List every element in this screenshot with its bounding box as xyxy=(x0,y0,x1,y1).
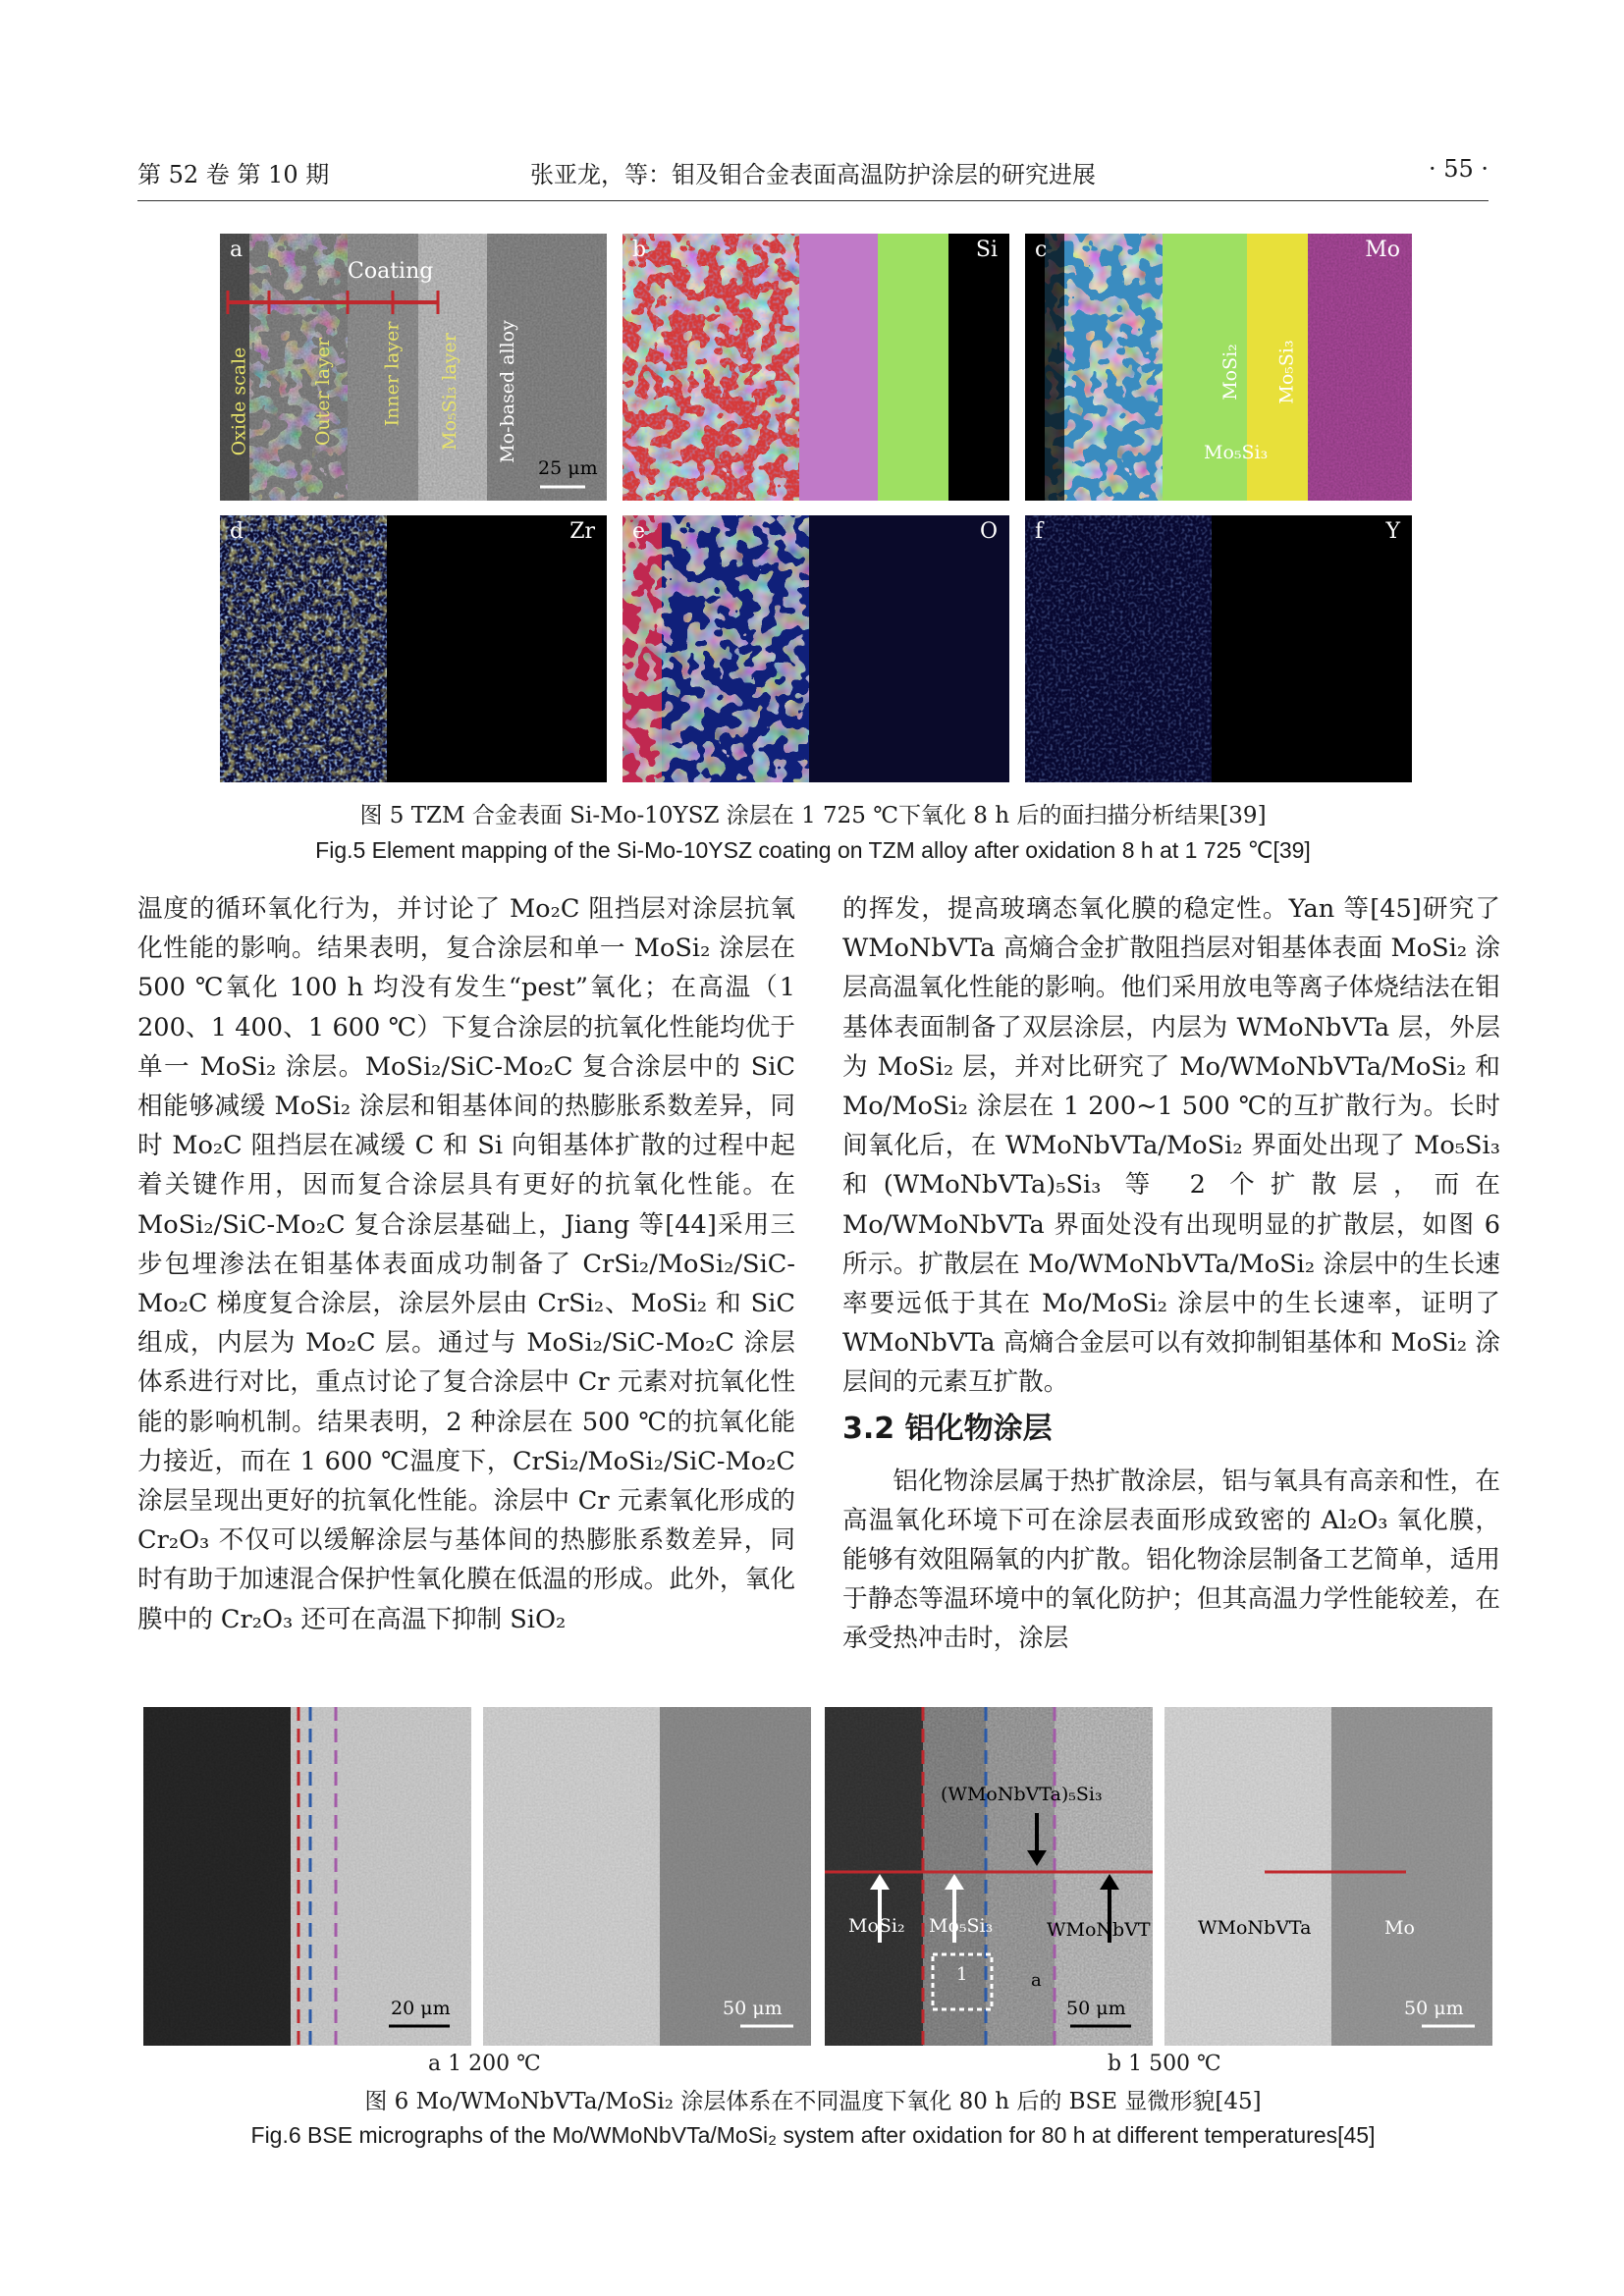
fig5-label-mo5si3: Mo₅Si₃ xyxy=(1204,442,1269,463)
article-running-title: 张亚龙，等：钼及钼合金表面高温防护涂层的研究进展 xyxy=(530,161,1096,188)
fig5-panel-d xyxy=(220,515,607,782)
journal-volume: 第 52 卷 第 10 期 xyxy=(137,161,330,188)
fig5-panel-d-map xyxy=(220,515,607,782)
fig6-b2-scale-label: 50 μm xyxy=(1404,1998,1464,2019)
fig6-label-mosi2: MoSi₂ xyxy=(848,1915,905,1937)
fig6-panel-a1 xyxy=(143,1707,471,2046)
fig5-panel-c xyxy=(1025,234,1412,501)
fig5-panel-a xyxy=(220,234,607,501)
fig6-label-mo: Mo xyxy=(1384,1917,1415,1939)
fig5-panel-b-letter: b xyxy=(632,238,647,262)
fig5-label-mo5si3-vertical: Mo₅Si₃ xyxy=(1275,340,1298,404)
fig6-caption-cn: 图 6 Mo/WMoNbVTa/MoSi₂ 涂层体系在不同温度下氧化 80 h 后的 BSE 显微形貌[45] xyxy=(364,2089,1262,2114)
fig5-label-mo-alloy: Mo-based alloy xyxy=(496,320,518,463)
body-paragraph: 温度的循环氧化行为，并讨论了 Mo₂C 阻挡层对涂层抗氧化性能的影响。结果表明，复合涂层和单一 MoSi₂ 涂层在 500 ℃氧化 100 h 均没有发生“pest”氧化；在高温（1 200、1 400、1 600 ℃）下复合涂层的抗氧化性能均优于单一 MoSi₂ 涂层。MoSi₂/SiC-Mo₂C 复合涂层中的 SiC 相能够减缓 MoSi₂ 涂层和钼基体间的热膨胀系数差异，同时 Mo₂C 阻挡层在减缓 C 和 Si 向钼基体扩散的过程中起着关键作用，因而复合涂层具有更好的抗氧化性能。在 MoSi₂/SiC-Mo₂C 复合涂层基础上，Jiang 等[44]采用三步包埋渗法在钼基体表面成功制备了 CrSi₂/MoSi₂/SiC-Mo₂C 梯度复合涂层，涂层外层由 CrSi₂、MoSi₂ 和 SiC 组成，内层为 Mo₂C 层。通过与 MoSi₂/SiC-Mo₂C 涂层体系进行对比，重点讨论了复合涂层中 Cr 元素对抗氧化性能的影响机制。结果表明，2 种涂层在 500 ℃的抗氧化能力接近，而在 1 600 ℃温度下，CrSi₂/MoSi₂/SiC-Mo₂C 涂层呈现出更好的抗氧化性能。涂层中 Cr 元素氧化形成的 Cr₂O₃ 不仅可以缓解涂层与基体间的热膨胀系数差异，同时有助于加速混合保护性氧化膜在低温的形成。此外，氧化膜中的 Cr₂O₃ 还可在高温下抑制 SiO₂ xyxy=(137,894,795,1634)
fig6-panel-a1-micrograph xyxy=(143,1707,471,2046)
fig6-panel-b1-micrograph xyxy=(825,1707,1153,2046)
fig6-panel-b2-micrograph xyxy=(1164,1707,1492,2046)
fig5-panel-b-element: Si xyxy=(975,238,998,262)
fig6-sub-b: b 1 500 ℃ xyxy=(1108,2052,1221,2076)
fig5-panel-f-map xyxy=(1025,515,1412,782)
fig5-panel-e-element: O xyxy=(979,519,998,544)
fig5-caption-en: Fig.5 Element mapping of the Si-Mo-10YSZ coating on TZM alloy after oxidation 8 h at 1 725 ℃[39] xyxy=(315,837,1311,863)
fig6-panel-b2 xyxy=(1164,1707,1492,2046)
fig5-label-inner-layer: Inner layer xyxy=(381,321,404,427)
fig6-label-wmonbvta: WMoNbVTa xyxy=(1198,1917,1312,1939)
body-paragraph: 铝化物涂层属于热扩散涂层，铝与氧具有高亲和性，在高温氧化环境下可在涂层表面形成致密的 Al₂O₃ 氧化膜，能够有效阻隔氧的内扩散。铝化物涂层制备工艺简单，适用于静态等温环境中的氧化防护；但其高温力学性能较差，在承受热冲击时，涂层 xyxy=(842,1466,1500,1654)
body-paragraph: 的挥发，提高玻璃态氧化膜的稳定性。Yan 等[45]研究了 WMoNbVTa 高熵合金扩散阻挡层对钼基体表面 MoSi₂ 涂层高温氧化性能的影响。他们采用放电等离子体烧结法在钼基体表面制备了双层涂层，内层为 WMoNbVTa 层，外层为 MoSi₂ 层，并对比研究了 Mo/WMoNbVTa/MoSi₂ 和 Mo/MoSi₂ 涂层在 1 200~1 500 ℃的互扩散行为。长时间氧化后，在 WMoNbVTa/MoSi₂ 界面处出现了 Mo₅Si₃ 和(WMoNbVTa)₅Si₃ 等 2 个扩散层，而在 Mo/WMoNbVTa 界面处没有出现明显的扩散层，如图 6 所示。扩散层在 Mo/WMoNbVTa/MoSi₂ 涂层中的生长速率要远低于其在 Mo/MoSi₂ 涂层中的生长速率，证明了 WMoNbVTa 高熵合金层可以有效抑制钼基体和 MoSi₂ 涂层间的元素互扩散。 xyxy=(842,894,1500,1398)
running-header xyxy=(137,155,1489,194)
fig6-panel-a2-micrograph xyxy=(483,1707,811,2046)
fig5-panel-b xyxy=(623,234,1009,501)
header-rule xyxy=(137,200,1489,201)
fig5-label-oxide-scale: Oxide scale xyxy=(228,347,250,456)
fig6-panel-a2 xyxy=(483,1707,811,2046)
fig6-label-wmonbvta5si3: (WMoNbVTa)₅Si₃ xyxy=(941,1784,1103,1805)
fig5-scale-bar-label: 25 μm xyxy=(538,457,598,479)
fig6-label-a: a xyxy=(1031,1970,1042,1991)
fig5-label-mosi2: MoSi₂ xyxy=(1218,344,1241,400)
page-number: · 55 · xyxy=(1428,155,1489,183)
fig6-label-mo5si3: Mo₅Si₃ xyxy=(929,1915,994,1937)
fig6-label-wmonbvt: WMoNbVT xyxy=(1047,1919,1151,1941)
section-heading: 3.2 铝化物涂层 xyxy=(842,1411,1053,1446)
fig5-panel-a-letter: a xyxy=(230,238,244,262)
fig5-label-mo5si3-layer: Mo₅Si₃ layer xyxy=(438,333,460,451)
fig6-b1-scale-label: 50 μm xyxy=(1066,1998,1126,2019)
fig5-panel-d-letter: d xyxy=(230,519,244,544)
fig5-label-coating: Coating xyxy=(348,259,434,284)
body-column-left xyxy=(137,889,795,1639)
fig5-panel-f-letter: f xyxy=(1035,519,1044,544)
fig5-panel-b-map xyxy=(623,234,1009,501)
fig5-panel-e-map xyxy=(623,515,1009,782)
fig5-panel-c-element: Mo xyxy=(1365,238,1400,262)
fig5-label-outer-layer: Outer layer xyxy=(312,337,335,447)
fig6-a1-scale-label: 20 μm xyxy=(391,1998,451,2019)
fig5-panel-c-letter: c xyxy=(1035,238,1048,262)
fig6-sub-a: a 1 200 ℃ xyxy=(428,2052,541,2076)
fig6-panel-b1 xyxy=(825,1707,1153,2046)
fig5-panel-f xyxy=(1025,515,1412,782)
fig5-panel-f-element: Y xyxy=(1385,519,1400,544)
fig5-panel-d-element: Zr xyxy=(569,519,595,544)
body-column-right xyxy=(842,889,1500,1659)
fig6-label-region-1: 1 xyxy=(956,1964,968,1985)
fig6-a2-scale-label: 50 μm xyxy=(723,1998,783,2019)
fig6-caption-en: Fig.6 BSE micrographs of the Mo/WMoNbVTa/MoSi₂ system after oxidation for 80 h at different temperatures[45] xyxy=(250,2122,1376,2148)
fig5-panel-e xyxy=(623,515,1009,782)
fig5-panel-e-letter: e xyxy=(632,519,646,544)
fig5-caption-cn: 图 5 TZM 合金表面 Si-Mo-10YSZ 涂层在 1 725 ℃下氧化 8 h 后的面扫描分析结果[39] xyxy=(359,803,1267,828)
